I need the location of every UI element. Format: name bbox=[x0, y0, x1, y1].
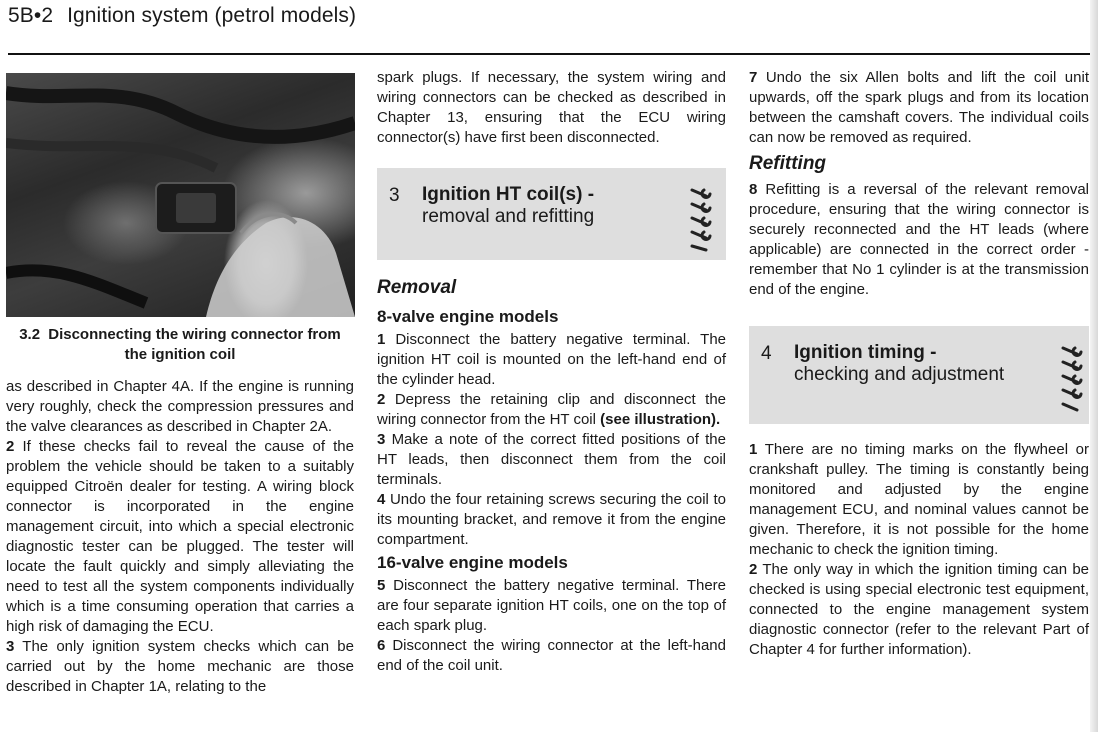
subheading-16-valve: 16-valve engine models bbox=[377, 553, 568, 572]
chapter-title: Ignition system (petrol models) bbox=[67, 4, 357, 27]
caption-number: 3.2 bbox=[19, 326, 41, 343]
column-2 bbox=[377, 68, 726, 676]
step-5 bbox=[377, 576, 726, 636]
step-2 bbox=[377, 390, 726, 430]
photo-illustration bbox=[6, 73, 355, 317]
page-edge bbox=[1090, 0, 1098, 732]
step-number: 2 bbox=[6, 438, 15, 455]
step-8 bbox=[749, 180, 1089, 300]
removal-heading: Removal bbox=[377, 277, 457, 298]
timing-step-2 bbox=[749, 560, 1089, 660]
header-rule bbox=[8, 53, 1090, 55]
step-text: Undo the four retaining screws securing the coil to its mounting bracket, and remove it from the engine compartment. bbox=[377, 491, 726, 548]
wrench-difficulty-icon bbox=[1059, 340, 1083, 418]
caption-text: Disconnecting the wiring connector from the ignition coil bbox=[48, 326, 341, 363]
section-number: 4 bbox=[761, 343, 772, 364]
wrench-difficulty-icon bbox=[688, 182, 712, 258]
step-text: Refitting is a reversal of the relevant removal procedure, ensuring that the wiring connector is securely reconnected and the HT leads (where applicable) are connected in the correct order - remember that No 1 cylinder is at the transmission end of the engine. bbox=[749, 181, 1089, 298]
step-number: 3 bbox=[377, 431, 386, 448]
step-text: Make a note of the correct fitted positions of the HT leads, then disconnect them from the coil terminals. bbox=[377, 431, 726, 488]
step-number: 2 bbox=[377, 391, 386, 408]
column-3 bbox=[749, 68, 1089, 660]
step-2 bbox=[6, 437, 354, 637]
section-4-heading-box bbox=[749, 326, 1089, 424]
step-text: Disconnect the battery negative terminal. The ignition HT coil is mounted on the left-hand end of the cylinder head. bbox=[377, 331, 726, 388]
section-3-heading-box bbox=[377, 168, 726, 260]
step-7 bbox=[749, 68, 1089, 148]
step-text: Disconnect the battery negative terminal. There are four separate ignition HT coils, one on the top of each spark plug. bbox=[377, 577, 727, 634]
page-header bbox=[8, 4, 356, 28]
section-subtitle: checking and adjustment bbox=[794, 364, 1005, 385]
column-1 bbox=[6, 66, 354, 697]
step-number: 1 bbox=[377, 331, 386, 348]
paragraph: as described in Chapter 4A. If the engine is running very roughly, check the compression pressures and the valve clearances as described in Chapter 2A. bbox=[6, 378, 354, 435]
step-text: Disconnect the wiring connector at the left-hand end of the coil unit. bbox=[377, 637, 726, 674]
step-text: Undo the six Allen bolts and lift the coil unit upwards, off the spark plugs and from its location between the camshaft covers. The individual coils can now be removed as required. bbox=[749, 69, 1089, 146]
step-number: 5 bbox=[377, 577, 386, 594]
step-6 bbox=[377, 636, 726, 676]
step-text: The only way in which the ignition timing can be checked is using special electronic test equipment, connected to the engine management system diagnostic connector (refer to the relevant Part of Chapter 4 for further information). bbox=[749, 561, 1089, 658]
subheading-8-valve: 8-valve engine models bbox=[377, 307, 559, 326]
timing-step-1 bbox=[749, 440, 1089, 560]
section-title: Ignition HT coil(s) - bbox=[422, 184, 595, 205]
step-text: There are no timing marks on the flywheel or crankshaft pulley. The timing is constantly being monitored and adjusted by the engine management ECU, and nominal values cannot be given. Therefore, it is not possible for the home mechanic to check the ignition timing. bbox=[749, 441, 1089, 558]
step-number: 6 bbox=[377, 637, 386, 654]
step-3 bbox=[6, 637, 354, 697]
step-number: 1 bbox=[749, 441, 758, 458]
step-number: 8 bbox=[749, 181, 758, 198]
step-number: 3 bbox=[6, 638, 15, 655]
paragraph: spark plugs. If necessary, the system wiring and wiring connectors can be checked as described in Chapter 13, ensuring that the ECU wiring connector(s) have first been disconnected. bbox=[377, 69, 726, 146]
step-number: 7 bbox=[749, 69, 758, 86]
step-text: The only ignition system checks which can be carried out by the home mechanic are those described in Chapter 1A, relating to the bbox=[6, 638, 354, 695]
step-text: Depress the retaining clip and disconnect the wiring connector from the HT coil bbox=[377, 391, 726, 428]
step-text: If these checks fail to reveal the cause of the problem the vehicle should be taken to a suitably equipped Citroën dealer for testing. A wiring block connector is incorporated in the engine management circuit, into which a special electronic diagnostic tester can be plugged. The tester will locate the fault quickly and simply alleviating the need to test all the system components individually which is a time consuming operation that carries a high risk of damaging the ECU. bbox=[6, 438, 354, 635]
section-subtitle: removal and refitting bbox=[422, 206, 595, 227]
figure-photo bbox=[6, 73, 355, 317]
step-number: 4 bbox=[377, 491, 386, 508]
section-number: 3 bbox=[389, 185, 400, 206]
step-3 bbox=[377, 430, 726, 490]
section-title: Ignition timing - bbox=[794, 342, 937, 363]
see-illustration-ref: (see illustration). bbox=[600, 411, 721, 428]
step-number: 2 bbox=[749, 561, 758, 578]
page-number: 5B•2 bbox=[8, 4, 54, 27]
figure-caption bbox=[6, 325, 354, 365]
refitting-heading: Refitting bbox=[749, 153, 827, 174]
step-4 bbox=[377, 490, 726, 550]
step-1 bbox=[377, 330, 726, 390]
